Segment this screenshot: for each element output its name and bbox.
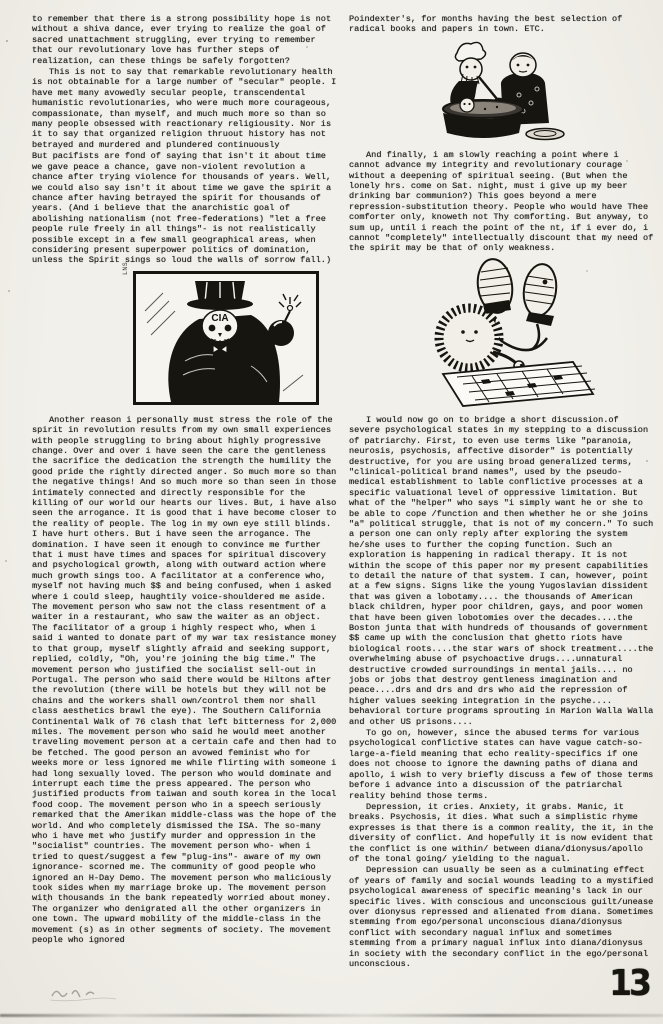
cooks-illustration (423, 37, 573, 146)
cia-bomber-illustration (122, 261, 319, 410)
crossword-writer-drawing (377, 256, 619, 408)
paragraph: Poindexter's, for months having the best selection of radical books and papers in town. ETC. (349, 14, 623, 35)
paragraph: Depression can usually be seen as a culminating effect of years of family and social wounds leading to a mystified psychological awareness of specific meaning's lack in our specific lives. With conscious and unconscious guilt/unease over dionysus repressed and alienated from diana. Sometimes stemming from ego/personal unconscious diana/dionysus conflict with secondary nagual influx and sometimes stemming from a primary nagual influx into diana/dionysus in society with the secondary conflict in the ego/personal unconscious. (349, 865, 654, 969)
cooks-drawing (423, 37, 573, 141)
paragraph: I would now go on to bridge a short discussion.of severe psychological states in my stepping to a discussion of patriarchy. First, to even use terms like "paranoia, neurosis, psychosis, affective disorder" is potentially destructive, for you are using broad generalized terms, "clinical-political brand names", used by the pseudo-medical establishment to lable conflictive processes at a specific valuational level of oppressive limitation. But what of the "helper" who says "i simply want he or she to be able to cope /function and then whether he or she joins "a" political struggle, that is not of my concern." To such a person one can only reply after exploring the system he/she uses to further the coping function. Such an exploration is happening in radical therapy. It is not within the scope of this paper nor my present capabilities to detail the nature of that system. I can, however, point at a few signs. Signs like the young Yugoslavian dissident that was given a lobotamy.... the thousands of American black children, hyper poor children, gays, and poor women that have been given lobotomies over the decades....the Boston junta that with hundreds of thousands of government $$ came up with the conclusion that ghetto riots have biological roots....the star wars of shock treatment....the overwhelming abuse of psychoactive drugs....unnatural destructive crowded surroundings in mental jails.... no jobs or jobs that destroy gentleness imagination and peace....drs and drs and drs who aid the repression of higher values seeking integration in the psyche.... behavioral torture programs sprouting in Marion Walla Walla and other US prisons.... (349, 414, 654, 727)
paragraph: to remember that there is a strong possibility hope is not without a shiva dance, ever trying to realize the goal of sacred unattachment struggling, ever trying to remember that our revolutionary love has further steps of realization, can these things be safely forgotten? (32, 14, 332, 66)
left-column (32, 14, 339, 946)
illustration-credit-lns: LNS (122, 261, 129, 275)
cia-bomber-drawing (133, 271, 319, 405)
paragraph: Another reason i personally must stress the role of the spirit in revolution results from my own small experiences with people struggling to bring about highly progressive change. Over and over i have seen the care the gentleness the sacrifice the dedication the strength the humility the good pride the rightly directed anger. So much more so than the negative things! And so much more so than seen in those intimately connected and directly responsible for the killing of our world our hearts our lives. But, i have also seen the arrogance. It is good that i have become closer to the reality of people. The log in my own eye still blinds. I have hurt others. But i have seen the arrogance. The domination. I have seen it enough to convince me further that i must have times and spaces for spiritual discovery and psychological growth, along with outward action where much growth sings too. A facilitator at a conference who, myself not having much $$ and being confused, when i asked where i could sleep, haughtily voice-shouldered me aside. The movement person who saw not the class resentment of a waiter in a restaurant, who saw the waiter as an object. The facilitator of a group i highly respect who, when i said i wanted to donate part of my war tax resistance money to that group, myself slightly afraid and seeking support, replied, coldly, "Oh, you're joining the big time." The movement person who justified the socialist sell-out in Portugal. The person who said there would be Hiltons after the revolution (there will be hotels but they will not be chains and the workers shall own/control them nor shall class aesthetics brawl the eye). The Southern California Continental Walk of 76 clash that left bitterness for 2,000 miles. The movement person who said he would meet another traveling movement person at a certain cafe and then had to be fetched. The good person an avowed feminist who for weeks more or less ignored me while flirting with someone i had long sexually loved. The person who would dominate and interrupt each time the press appeared. The person who justified products from taiwan and south korea in the local food coop. The movement person who in a speech seriously remarked that the Amerikan middle-class was the hope of the world. And who completely dismissed the ISA. The so-many who i have met who justify murder and oppression in the "socialist" countries. The movement person who- when i tried to quest/suggest a few "plug-ins"- aware of my own ignorance- scorned me. The community of good people who ignored an H-Day Demo. The movement person who maliciously took sides when my marriage broke up. The movement person with thousands in the bank repeatedly worried about money. The organizer who denigrated all the other organizers in one town. The upward mobility of the middle-class in the movement (s) as in other segments of society. The movement people who ignored (32, 414, 337, 946)
right-column (349, 14, 654, 970)
paper-speckles (6, 40, 8, 42)
cia-label: CIA (211, 312, 229, 324)
crossword-writer-illustration (377, 256, 619, 413)
page-number: 13 (609, 961, 649, 1004)
paragraph: This is not to say that remarkable revolutionary health is not obtainable for a large number of "secular" people. I have met many avowedly secular people, transcendental humanistic revolutionaries, who were much more courageous, compassionate, than myself, and much much more so than so many people obsessed with reactionary religiousity. Nor is it to say that organized religion thruout history has not betrayed and murdered and plundered continuously (32, 67, 337, 150)
paragraph: But pacifists are fond of saying that isn't it about time we gave peace a chance, gave non-violent revolution a chance after trying violence for thousands of years. Well, we could also say isn't it about time we gave the spirit a chance after having betrayed the spirit for thousands of years. (And i believe that the anarchistic goal of abolishing nationalism (not free-federations) "let a free people rule freely in all things"- is not realistically possible except in a few small geographical areas, when considering present superpower politics of domination, unless the Spirit sings so loud the walls of sorrow fall.) (32, 151, 332, 266)
paragraph: And finally, i am slowly reaching a point where i cannot advance my integrity and revolutionary courage without a deepening of spiritual seeing. (But when the lonely hrs. come on Sat. night, must i give up my beer drinking bar communion?) This goes beyond a mere repression-substitution theory. People who would have Thee comforter only, knoweth not Thy comforting. But anyway, to sum up, until i reach the point of the nt, if i ever do, i cannot "completely" intellectually discount that my need of the spirit may be that of only weakness. (349, 149, 654, 254)
photocopy-smudge (0, 1014, 663, 1017)
pencil-scribble (48, 984, 118, 1002)
paragraph: Depression, it cries. Anxiety, it grabs. Manic, it breaks. Psychosis, it dies. What such a simplistic rhyme expresses is that there is a common reality, the it, in the diversity of conflict. And hopefully it is now evident that the conflict is one within/ between diana/dionysus/apollo of the tonal going/ yielding to the nagual. (349, 801, 654, 864)
paragraph: To go on, however, since the abused terms for various psychological conflictive states can have vague catch-so-large-a-field meaning that echo reality-specifics if one does not choose to ignore the dawning paths of diana and apollo, i wish to very briefly discuss a few of those terms before i advance into a discussion of the patriarchal reality behind those terms. (349, 728, 654, 801)
